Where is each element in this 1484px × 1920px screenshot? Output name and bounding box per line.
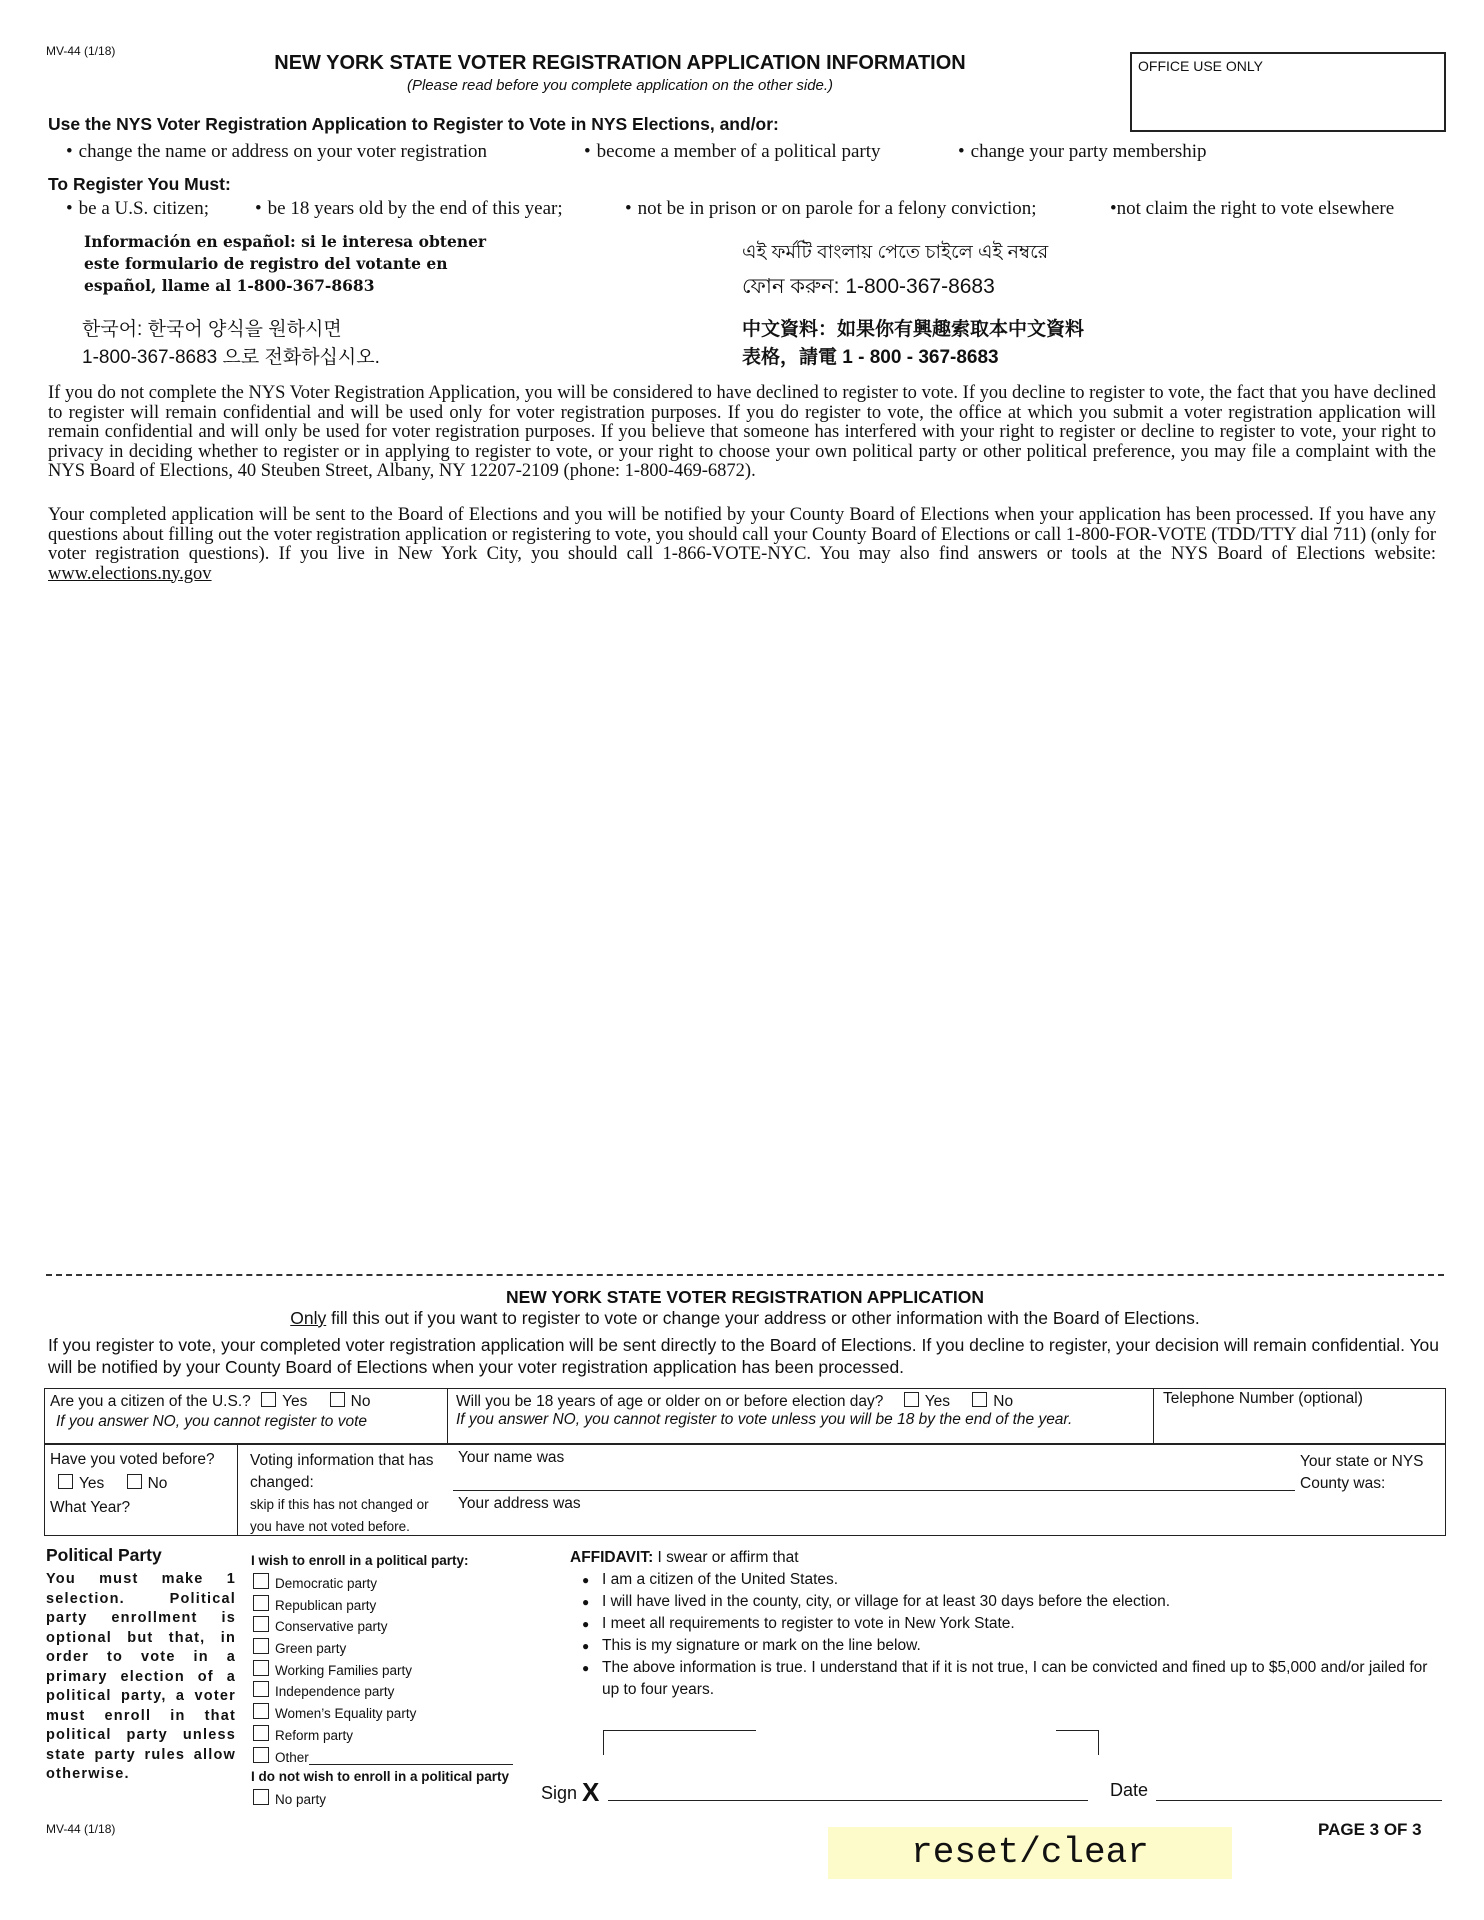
col-divider (1153, 1388, 1154, 1443)
age-question: Will you be 18 years of age or older on or before election day? Yes No If you answer NO, you cannot register to vote unless you will be 18 by the end of the year. (456, 1392, 1148, 1429)
info-header (170, 52, 1070, 94)
name-was-field[interactable] (453, 1490, 1295, 1491)
elections-website-link[interactable]: www.elections.ny.gov (48, 563, 212, 584)
affidavit-item: ● The above information is true. I understand that if it is not true, I can be convicted and fined up to $5,000 and/or jailed for up to four years. (602, 1657, 1446, 1701)
citizen-question: Are you a citizen of the U.S.? Yes No If you answer NO, you cannot register to vote (50, 1392, 442, 1431)
voted-before-question: Have you voted before? Yes No What Year? (50, 1448, 235, 1520)
page-number: PAGE 3 OF 3 (1318, 1820, 1422, 1839)
changed-info-label: Voting information that has changed: skip if this has not changed or you have not voted before. (250, 1450, 450, 1538)
bengali-notice: এই ফর্মটি বাংলায় পেতে চাইলে এই নম্বরে ফোন করুন: 1-800-367-8683 (742, 242, 1049, 298)
use-bullet: • change the name or address on your voter registration (66, 141, 487, 163)
party-checkbox[interactable] (253, 1573, 269, 1589)
affidavit-item: ● I am a citizen of the United States. (602, 1569, 1446, 1591)
date-field[interactable] (1156, 1800, 1442, 1801)
must-heading: To Register You Must: (48, 174, 231, 194)
party-option[interactable]: Reform party (253, 1725, 543, 1747)
party-checkbox[interactable] (253, 1725, 269, 1741)
use-heading: Use the NYS Voter Registration Application to Register to Vote in NYS Elections, and/or: (48, 114, 779, 134)
party-option[interactable]: Conservative party (253, 1616, 543, 1638)
sign-label: Sign X (541, 1777, 600, 1807)
signature-box-corner (603, 1730, 756, 1755)
must-bullet: • not be in prison or on parole for a felony conviction; (625, 198, 1037, 220)
political-party-instructions: You must make 1 selection. Political party enrollment is optional but that, in order to vote in a primary election of a political party, a voter must enroll in that political party unless state party rules allow otherwise. (46, 1571, 236, 1782)
party-checkbox[interactable] (253, 1595, 269, 1611)
footer-form-code: MV-44 (1/18) (46, 1822, 116, 1836)
sign-x-mark: X (582, 1777, 600, 1807)
chinese-notice: 中文資料：如果你有興趣索取本中文資料 表格，請電 1 - 800 - 367-8683 (742, 319, 1085, 368)
telephone-label: Telephone Number (optional) (1163, 1390, 1363, 1407)
affidavit-item: ● I will have lived in the county, city, or village for at least 30 days before the election. (602, 1591, 1446, 1613)
telephone-field[interactable] (1163, 1390, 1438, 1408)
form-subtitle: Only fill this out if you want to register to vote or change your address or other information with the Board of Elections. (290, 1308, 1200, 1328)
must-bullet: • be a U.S. citizen; (66, 198, 209, 220)
date-label: Date (1110, 1780, 1149, 1800)
citizen-no-checkbox[interactable] (330, 1392, 345, 1407)
party-checkbox[interactable] (253, 1747, 269, 1763)
reset-clear-button[interactable]: reset/clear (828, 1827, 1232, 1879)
notification-paragraph: Your completed application will be sent to the Board of Elections and you will be notified by your County Board of Elections when your application has been processed. If you have any questions about filling out the voter registration application or registering to vote, you should call your County Board of Elections or call 1-800-FOR-VOTE (TDD/TTY dial 711) (only for voter registration questions). If you live in New York City, you should call 1-866-VOTE-NYC. You may also find answers or tools at the NYS Board of Elections website: www.elections.ny.gov (48, 505, 1436, 584)
must-bullet: •not claim the right to vote elsewhere (1110, 198, 1395, 219)
party-checkbox[interactable] (253, 1703, 269, 1719)
party-option[interactable]: Women’s Equality party (253, 1703, 543, 1725)
info-title: NEW YORK STATE VOTER REGISTRATION APPLICATION INFORMATION (274, 52, 966, 74)
form-header (46, 1287, 1444, 1329)
enroll-heading: I wish to enroll in a political party: (251, 1553, 469, 1568)
korean-notice: 한국어: 한국어 양식을 원하시면 1-800-367-8683 으로 전화하십시오. (82, 319, 380, 368)
no-party-option[interactable]: No party (253, 1789, 326, 1811)
voted-no-checkbox[interactable] (127, 1474, 142, 1489)
citizen-yes-checkbox[interactable] (261, 1392, 276, 1407)
age-note: If you answer NO, you cannot register to vote unless you will be 18 by the end of the year. (456, 1411, 1073, 1428)
no-party-checkbox[interactable] (253, 1789, 269, 1805)
col-divider (447, 1388, 448, 1443)
party-checkbox[interactable] (253, 1638, 269, 1654)
party-list (253, 1573, 543, 1768)
info-subtitle: (Please read before you complete application on the other side.) (406, 77, 834, 94)
party-option-other[interactable]: Other (253, 1747, 543, 1769)
use-bullet: • become a member of a political party (584, 141, 880, 163)
party-checkbox[interactable] (253, 1616, 269, 1632)
what-year-field[interactable]: What Year? (50, 1499, 131, 1516)
age-no-checkbox[interactable] (972, 1392, 987, 1407)
must-bullet: • be 18 years old by the end of this year; (255, 198, 563, 220)
office-use-box (1130, 52, 1446, 132)
office-use-label: OFFICE USE ONLY (1138, 58, 1263, 74)
affidavit: AFFIDAVIT: I swear or affirm that ● I am a citizen of the United States. ● I will have lived in the county, city, or village for at least 30 days before the election. ● I meet all requirements to register to vote in New York State. ● This is my signature or mark on the line below. ● The above information is true. I understand that if it is not true, I can be convicted and fined up to $5,000 and/or jailed for up to four years. (570, 1547, 1446, 1701)
party-option[interactable]: Republican party (253, 1595, 543, 1617)
form-code: MV-44 (1/18) (46, 44, 116, 58)
name-was-label: Your name was (458, 1449, 565, 1466)
party-checkbox[interactable] (253, 1660, 269, 1676)
citizen-note: If you answer NO, you cannot register to vote (56, 1413, 368, 1430)
col-divider (237, 1444, 238, 1536)
form-intro: If you register to vote, your completed voter registration application will be sent directly to the Board of Elections. If you decline to register, your decision will remain confidential. You will be notified by your County Board of Elections when your voter registration application has been processed. (48, 1335, 1440, 1377)
address-was-label: Your address was (458, 1495, 581, 1512)
privacy-paragraph: If you do not complete the NYS Voter Registration Application, you will be considered to have declined to register to vote. If you decline to register to vote, the fact that you have declined to register will remain confidential and will be used only for voter registration purposes. If you do register to vote, the office at which you submit a voter registration application will remain confidential and will only be used for voter registration purposes. If you believe that someone has interfered with your right to register or decline to register to vote, your right to privacy in deciding whether to register or in applying to register to vote, or your right to choose your own political party or other political preference, you may file a complaint with the NYS Board of Elections, 40 Steuben Street, Albany, NY 12207-2109 (phone: 1-800-469-6872). (48, 383, 1436, 481)
no-enroll-heading: I do not wish to enroll in a political party (251, 1769, 510, 1784)
row-divider (44, 1443, 1446, 1445)
party-option[interactable]: Working Families party (253, 1660, 543, 1682)
use-bullet: • change your party membership (958, 141, 1207, 163)
party-checkbox[interactable] (253, 1681, 269, 1697)
political-party-title: Political Party (46, 1545, 162, 1565)
cut-line (46, 1274, 1444, 1276)
affidavit-item: ● This is my signature or mark on the line below. (602, 1635, 1446, 1657)
state-county-label: Your state or NYS County was: (1300, 1453, 1424, 1492)
party-option[interactable]: Independence party (253, 1681, 543, 1703)
spanish-notice: Información en español: si le interesa obtener este formulario de registro del votante en español, llame al 1-800-367-8683 (84, 232, 487, 295)
changed-note: skip if this has not changed or you have not voted before. (250, 1497, 429, 1534)
signature-field[interactable] (608, 1800, 1088, 1801)
signature-box-corner (1056, 1730, 1099, 1755)
other-party-field[interactable] (309, 1764, 513, 1765)
party-option[interactable]: Democratic party (253, 1573, 543, 1595)
party-option[interactable]: Green party (253, 1638, 543, 1660)
age-yes-checkbox[interactable] (904, 1392, 919, 1407)
voted-yes-checkbox[interactable] (58, 1474, 73, 1489)
form-title: NEW YORK STATE VOTER REGISTRATION APPLICATION (505, 1287, 985, 1307)
affidavit-item: ● I meet all requirements to register to vote in New York State. (602, 1613, 1446, 1635)
